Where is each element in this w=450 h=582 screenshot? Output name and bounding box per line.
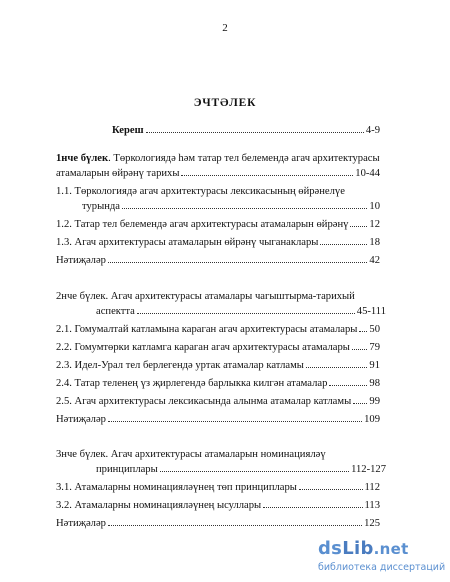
toc-entry-page: 125	[364, 518, 380, 529]
toc-entry-3-1[interactable]	[56, 481, 380, 495]
toc-entry-2-5[interactable]	[56, 395, 380, 409]
dot-leader	[329, 384, 367, 386]
toc-entry-label: 1.2. Татар тел белемендә агач архитектурасы атамаларын өйрәнү	[56, 219, 349, 230]
chapter3-pages: 112-127	[351, 464, 386, 475]
toc-entry-intro[interactable]	[112, 124, 380, 138]
toc-entry-1-2[interactable]	[56, 218, 380, 232]
chapter2-heading-line2	[96, 305, 386, 319]
toc-entry-1-1-line2	[82, 200, 380, 214]
toc-entry-page: 79	[369, 342, 380, 353]
toc-entry-page: 42	[369, 255, 380, 266]
toc-entry-label: Кереш	[112, 125, 144, 136]
chapter3-title-line2: принциплары	[96, 464, 158, 475]
page-number: 2	[222, 22, 228, 34]
toc-entry-label: 3.1. Атамаларны номинацияләүнең төп принциплары	[56, 482, 297, 493]
chapter3-heading[interactable]	[56, 448, 326, 462]
toc-entry-page: 109	[364, 414, 380, 425]
dot-leader	[306, 366, 367, 368]
dot-leader	[299, 488, 363, 490]
toc-entry-3-conclusions[interactable]	[56, 517, 380, 531]
toc-entry-page: 50	[369, 324, 380, 335]
dot-leader	[137, 312, 355, 314]
dot-leader	[146, 131, 364, 133]
chapter1-heading[interactable]	[56, 152, 380, 166]
toc-entry-1-3[interactable]	[56, 236, 380, 250]
toc-entry-label: Нәтиҗәләр	[56, 414, 106, 425]
logo-lib: Lib	[342, 538, 374, 559]
toc-entry-3-2[interactable]	[56, 499, 380, 513]
dot-leader	[352, 348, 368, 350]
chapter1-number: 1нче бүлек	[56, 153, 109, 164]
toc-entry-label: 2.1. Гомумалтай катламына караган агач архитектурасы атамалары	[56, 324, 358, 335]
logo-ds: ds	[318, 538, 343, 559]
toc-entry-2-3[interactable]	[56, 359, 380, 373]
toc-entry-label: 1.3. Агач архитектурасы атамаларын өйрәнү чыганаклары	[56, 237, 319, 248]
toc-entry-page: 12	[369, 219, 380, 230]
chapter1-title-line1: . Төркологиядә һәм татар тел белемендә агач архитектурасы	[108, 153, 380, 164]
toc-entry-label: Нәтиҗәләр	[56, 518, 106, 529]
toc-entry-label-cont: турында	[82, 201, 120, 212]
chapter3-title-line1: 3нче бүлек. Агач архитектурасы атамаларын номинацияләү	[56, 449, 326, 460]
chapter3-heading-line2	[96, 463, 386, 477]
toc-entry-label: 2.2. Гомумтөрки катламга караган агач архитектурасы атамалары	[56, 342, 350, 353]
dot-leader	[122, 207, 367, 209]
dot-leader	[108, 261, 367, 263]
toc-entry-label: 2.5. Агач архитектурасы лексикасында алынма атамалар катламы	[56, 396, 352, 407]
dot-leader	[263, 506, 362, 508]
chapter2-heading[interactable]	[56, 290, 355, 304]
dot-leader	[181, 174, 353, 176]
toc-entry-page: 112	[364, 482, 380, 493]
chapter2-title-line1: 2нче бүлек. Агач архитектурасы атамалары чагыштырма-тарихый	[56, 291, 355, 302]
toc-entry-label: 3.2. Атамаларны номинацияләүнең ысуллары	[56, 500, 262, 511]
toc-entry-page: 98	[369, 378, 380, 389]
toc-entry-2-4[interactable]	[56, 377, 380, 391]
dot-leader	[350, 225, 367, 227]
toc-entry-2-2[interactable]	[56, 341, 380, 355]
dot-leader	[353, 402, 367, 404]
toc-entry-page: 113	[364, 500, 380, 511]
toc-entry-page: 91	[369, 360, 380, 371]
watermark-subtitle: библиотека диссертаций	[318, 562, 446, 573]
toc-entry-page: 18	[369, 237, 380, 248]
toc-entry-label: Нәтиҗәләр	[56, 255, 106, 266]
dot-leader	[108, 524, 362, 526]
toc-entry-label: 2.3. Идел-Урал тел берлегендә уртак атамалар катламы	[56, 360, 304, 371]
chapter1-title-line2: атамаларын өйрәнү тарихы	[56, 168, 180, 179]
toc-entry-1-conclusions[interactable]	[56, 254, 380, 268]
chapter1-pages: 10-44	[355, 168, 380, 179]
toc-title: ЭЧТӘЛЕК	[193, 97, 257, 109]
dot-leader	[320, 243, 367, 245]
logo-net: .net	[373, 540, 409, 558]
toc-entry-page: 10	[369, 201, 380, 212]
toc-entry-page: 99	[369, 396, 380, 407]
toc-entry-page: 4-9	[365, 125, 380, 136]
toc-entry-1-1[interactable]	[56, 185, 345, 199]
dot-leader	[108, 420, 362, 422]
chapter2-pages: 45-111	[356, 306, 386, 317]
chapter2-title-line2: аспектта	[96, 306, 135, 317]
dot-leader	[160, 470, 349, 472]
dot-leader	[359, 330, 367, 332]
toc-entry-label: 1.1. Төркологиядә агач архитектурасы лексикасының өйрәнелүе	[56, 186, 345, 197]
chapter1-heading-line2	[56, 167, 380, 181]
toc-entry-2-1[interactable]	[56, 323, 380, 337]
toc-entry-2-conclusions[interactable]	[56, 413, 380, 427]
toc-entry-label: 2.4. Татар теленең үз җирлегендә барлыкка килгән атамалар	[56, 378, 328, 389]
dslib-logo[interactable]	[318, 538, 409, 559]
